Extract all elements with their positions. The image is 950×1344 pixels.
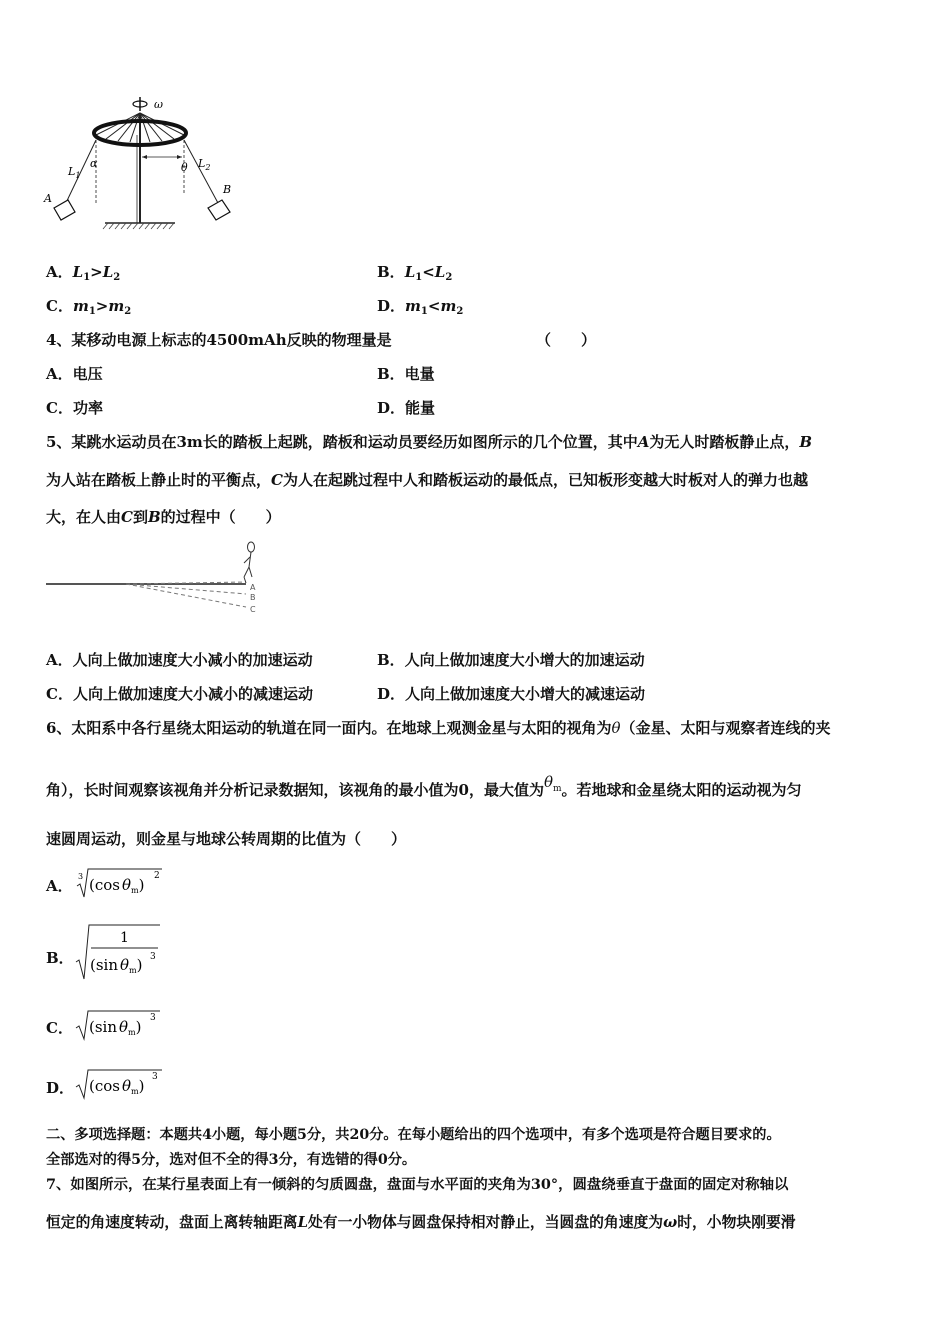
q3-option-a: A．$L_1>L_2$ bbox=[46, 263, 121, 283]
q4-paren: （ ） bbox=[536, 331, 597, 349]
q3-fig-alpha: α bbox=[90, 157, 98, 170]
q5-option-c: C．人向上做加速度大小减小的减速运动 bbox=[46, 685, 313, 703]
q3-option-b: B．$L_1<L_2$ bbox=[377, 263, 453, 283]
q5-fig-B: B bbox=[250, 593, 256, 602]
q5-stem-line1: 5、某跳水运动员在3m长的踏板上起跳，踏板和运动员要经历如图所示的几个位置，其中A为无人时踏板静止点，B bbox=[46, 433, 813, 451]
q4-stem: 4、某移动电源上标志的4500mAh反映的物理量是 bbox=[46, 331, 392, 349]
q5-option-d: D．人向上做加速度大小增大的减速运动 bbox=[377, 685, 646, 703]
svg-text:3: 3 bbox=[78, 872, 84, 881]
svg-text:(cosθm): (cos $\theta_m$) bbox=[89, 1077, 145, 1096]
q7-stem-line1: 7、如图所示，在某行星表面上有一倾斜的匀质圆盘，盘面与水平面的夹角为30°，圆盘绕垂直于盘面的固定对称轴以 bbox=[46, 1176, 789, 1193]
q3-option-c: C．$m_1>m_2$ bbox=[46, 297, 132, 317]
svg-text:(sinθm): (sin $\theta_m$) bbox=[90, 956, 143, 975]
q6-stem-line3: 速圆周运动，则金星与地球公转周期的比值为（ ） bbox=[46, 830, 407, 848]
q5-stem-line3: 大，在人由C到B的过程中（ ） bbox=[46, 508, 281, 526]
q6-stem-line2: 角），长时间观察该视角并分析记录数据知，该视角的最小值为0，最大值为$\theta^m$。若地球和金星绕太阳的运动视为匀 bbox=[46, 773, 802, 799]
q3-option-d: D．$m_1<m_2$ bbox=[377, 297, 464, 317]
svg-text:2: 2 bbox=[154, 871, 160, 881]
svg-text:3: 3 bbox=[152, 1072, 158, 1082]
q3-fig-theta: θ bbox=[181, 161, 188, 174]
q4-option-a: A．电压 bbox=[46, 365, 103, 383]
q5-option-b: B．人向上做加速度大小增大的加速运动 bbox=[377, 651, 645, 669]
svg-text:3: 3 bbox=[150, 952, 156, 962]
q4-option-c: C．功率 bbox=[46, 399, 103, 417]
q6-option-a-formula bbox=[76, 866, 166, 900]
q6-stem-line1: 6、太阳系中各行星绕太阳运动的轨道在同一面内。在地球上观测金星与太阳的视角为θ（金星、太阳与观察者连线的夹 bbox=[46, 719, 831, 737]
q7-stem-line2: 恒定的角速度转动，盘面上离转轴距离L处有一小物体与圆盘保持相对静止，当圆盘的角速度为ω时，小物块刚要滑 bbox=[46, 1214, 796, 1231]
svg-text:3: 3 bbox=[150, 1013, 156, 1023]
q6-option-d-letter: D． bbox=[46, 1079, 75, 1097]
section2-heading-line2: 全部选对的得5分，选对但不全的得3分，有选错的得0分。 bbox=[46, 1152, 417, 1168]
q5-stem-line2: 为人站在踏板上静止时的平衡点，C为人在起跳过程中人和踏板运动的最低点，已知板形变越大时板对人的弹力也越 bbox=[46, 471, 808, 489]
q3-fig-B: B bbox=[223, 183, 232, 196]
q6-option-a-letter: A． bbox=[46, 877, 73, 895]
q4-option-d: D．能量 bbox=[377, 399, 436, 417]
section2-heading-line1: 二、多项选择题：本题共4小题，每小题5分，共20分。在每小题给出的四个选项中，有多个选项是符合题目要求的。 bbox=[46, 1127, 781, 1143]
q3-swing-figure bbox=[40, 95, 250, 235]
q6-option-b-letter: B． bbox=[46, 949, 74, 967]
svg-text:(sinθm): (sin $\theta_m$) bbox=[89, 1018, 142, 1037]
q4-option-b: B．电量 bbox=[377, 365, 435, 383]
q5-option-a: A．人向上做加速度大小减小的加速运动 bbox=[46, 651, 313, 669]
svg-text:(cosθm): (cos $\theta_m$) bbox=[89, 876, 145, 895]
svg-text:L2: $L_2$ bbox=[198, 157, 211, 172]
q3-fig-A: A bbox=[44, 192, 52, 205]
q6-option-c-letter: C． bbox=[46, 1019, 73, 1037]
q6-option-d-formula bbox=[76, 1067, 166, 1101]
svg-text:1: 1 bbox=[120, 930, 129, 946]
q5-fig-A: A bbox=[250, 583, 256, 592]
svg-text:L1: $L_1$ bbox=[68, 165, 81, 180]
q3-fig-omega: ω bbox=[154, 98, 163, 111]
q6-option-b-formula bbox=[76, 922, 166, 982]
q6-option-c-formula bbox=[76, 1008, 166, 1042]
q5-diving-board-figure bbox=[46, 537, 266, 617]
q5-fig-C: C bbox=[250, 605, 256, 614]
